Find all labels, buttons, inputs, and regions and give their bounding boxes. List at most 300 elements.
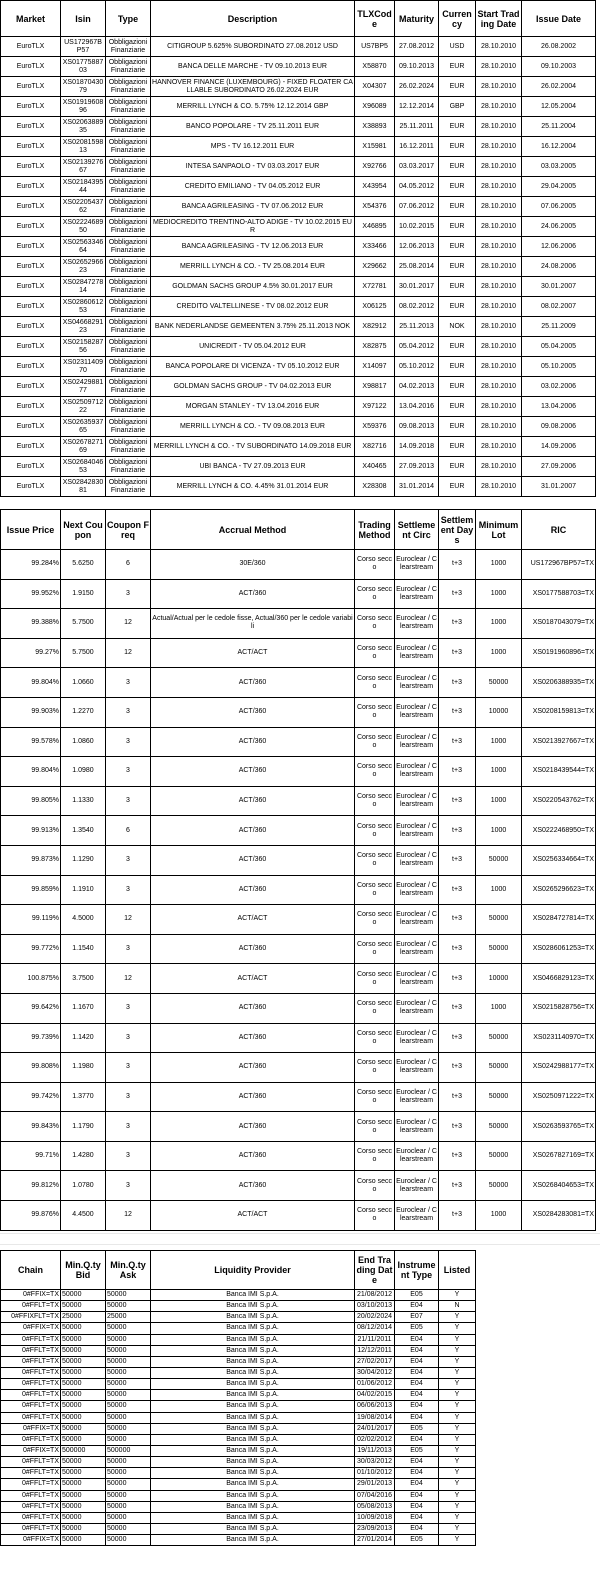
table-row: [1, 217, 596, 237]
table-row: [1, 816, 596, 846]
bond-terms-cell: 3: [106, 697, 151, 727]
liquidity-cell: 27/01/2014: [355, 1535, 395, 1546]
bond-terms-cell: 1.9150: [61, 579, 106, 609]
liquidity-cell: Y: [439, 1535, 476, 1546]
bond-listing-cell: EuroTLX: [1, 177, 61, 197]
bond-listing-cell: EuroTLX: [1, 417, 61, 437]
liquidity-cell: Y: [439, 1367, 476, 1378]
bond-listing-header-8: Issue Date: [522, 1, 596, 37]
bond-listing-cell: 28.10.2010: [476, 97, 522, 117]
bond-listing-cell: Obbligazioni Finanziarie: [106, 57, 151, 77]
liquidity-cell: Y: [439, 1512, 476, 1523]
bond-listing-cell: 03.03.2005: [522, 157, 596, 177]
bond-listing-cell: XS0187043079: [61, 77, 106, 97]
table-row: [1, 1053, 596, 1083]
bond-listing-cell: X96089: [355, 97, 395, 117]
bond-terms-cell: XS0466829123=TX: [522, 964, 596, 994]
liquidity-cell: 50000: [61, 1356, 106, 1367]
liquidity-cell: 04/02/2015: [355, 1390, 395, 1401]
bond-listing-cell: 28.10.2010: [476, 57, 522, 77]
bond-listing-cell: 30.01.2017: [395, 277, 439, 297]
bond-listing-cell: EuroTLX: [1, 77, 61, 97]
bond-terms-cell: XS0284283081=TX: [522, 1201, 596, 1231]
bond-terms-cell: 3: [106, 845, 151, 875]
bond-terms-cell: t+3: [439, 1171, 476, 1201]
liquidity-cell: E04: [395, 1479, 439, 1490]
bond-listing-cell: EUR: [439, 457, 476, 477]
bond-terms-cell: 99.742%: [1, 1082, 61, 1112]
bond-terms-cell: Euroclear / Clearstream: [395, 550, 439, 580]
bond-listing-cell: INTESA SANPAOLO - TV 03.03.2017 EUR: [151, 157, 355, 177]
bond-terms-cell: 3: [106, 1171, 151, 1201]
bond-listing-cell: CREDITO VALTELLINESE - TV 08.02.2012 EUR: [151, 297, 355, 317]
liquidity-cell: Banca IMI S.p.A.: [151, 1479, 355, 1490]
liquidity-cell: Banca IMI S.p.A.: [151, 1512, 355, 1523]
bond-listing-cell: EUR: [439, 397, 476, 417]
bond-listing-header-1: Isin: [61, 1, 106, 37]
bond-listing-cell: X33466: [355, 237, 395, 257]
bond-listing-cell: Obbligazioni Finanziarie: [106, 37, 151, 57]
bond-terms-cell: XS0218439544=TX: [522, 757, 596, 787]
bond-listing-cell: 09.08.2006: [522, 417, 596, 437]
bond-listing-cell: 28.10.2010: [476, 377, 522, 397]
bond-terms-body: [1, 550, 596, 1231]
bond-listing-cell: X14097: [355, 357, 395, 377]
bond-terms-cell: t+3: [439, 993, 476, 1023]
bond-listing-cell: 09.08.2013: [395, 417, 439, 437]
liquidity-cell: 50000: [61, 1401, 106, 1412]
bond-terms-cell: t+3: [439, 668, 476, 698]
table-row: [1, 357, 596, 377]
bond-terms-cell: Corso secco: [355, 1201, 395, 1231]
bond-listing-cell: Obbligazioni Finanziarie: [106, 357, 151, 377]
bond-terms-cell: Corso secco: [355, 816, 395, 846]
table-row: [1, 197, 596, 217]
liquidity-cell: E04: [395, 1523, 439, 1534]
bond-listing-cell: EUR: [439, 117, 476, 137]
liquidity-cell: 50000: [106, 1457, 151, 1468]
liquidity-cell: 06/06/2013: [355, 1401, 395, 1412]
table-row: [1, 993, 596, 1023]
liquidity-cell: 01/06/2012: [355, 1379, 395, 1390]
liquidity-header-5: Instrument Type: [395, 1251, 439, 1290]
bond-listing-cell: 28.10.2010: [476, 237, 522, 257]
bond-terms-cell: 99.805%: [1, 786, 61, 816]
bond-terms-cell: Euroclear / Clearstream: [395, 1201, 439, 1231]
liquidity-cell: Y: [439, 1445, 476, 1456]
bond-terms-cell: XS0187043079=TX: [522, 609, 596, 639]
bond-listing-header-2: Type: [106, 1, 151, 37]
liquidity-header-4: End Trading Date: [355, 1251, 395, 1290]
bond-listing-cell: XS0242988177: [61, 377, 106, 397]
liquidity-cell: 03/10/2013: [355, 1301, 395, 1312]
bond-listing-cell: X59376: [355, 417, 395, 437]
liquidity-header-0: Chain: [1, 1251, 61, 1290]
bond-terms-cell: ACT/360: [151, 757, 355, 787]
bond-listing-cell: EUR: [439, 417, 476, 437]
bond-listing-cell: XS0222468950: [61, 217, 106, 237]
liquidity-cell: Banca IMI S.p.A.: [151, 1379, 355, 1390]
bond-listing-cell: GBP: [439, 97, 476, 117]
bond-listing-cell: EuroTLX: [1, 377, 61, 397]
bond-terms-cell: t+3: [439, 934, 476, 964]
liquidity-cell: Banca IMI S.p.A.: [151, 1468, 355, 1479]
bond-listing-cell: Obbligazioni Finanziarie: [106, 297, 151, 317]
bond-listing-cell: Obbligazioni Finanziarie: [106, 257, 151, 277]
bond-terms-cell: 3: [106, 727, 151, 757]
bond-listing-cell: 04.02.2013: [395, 377, 439, 397]
bond-listing-cell: Obbligazioni Finanziarie: [106, 177, 151, 197]
bond-listing-cell: NOK: [439, 317, 476, 337]
bond-terms-cell: ACT/ACT: [151, 638, 355, 668]
bond-terms-header-8: RIC: [522, 510, 596, 550]
bond-listing-cell: MERRILL LYNCH & CO. - TV 25.08.2014 EUR: [151, 257, 355, 277]
table-row: [1, 934, 596, 964]
bond-terms-cell: 99.284%: [1, 550, 61, 580]
liquidity-cell: 50000: [61, 1512, 106, 1523]
bond-terms-cell: 50000: [476, 668, 522, 698]
bond-listing-cell: XS0263593765: [61, 417, 106, 437]
liquidity-cell: Banca IMI S.p.A.: [151, 1367, 355, 1378]
bond-terms-cell: Euroclear / Clearstream: [395, 638, 439, 668]
bond-listing-cell: 09.10.2013: [395, 57, 439, 77]
bond-terms-cell: 1.0660: [61, 668, 106, 698]
table-row: [1, 1457, 476, 1468]
bond-listing-cell: EUR: [439, 177, 476, 197]
bond-terms-header-0: Issue Price: [1, 510, 61, 550]
bond-listing-cell: X54376: [355, 197, 395, 217]
bond-terms-cell: 6: [106, 550, 151, 580]
liquidity-cell: E04: [395, 1412, 439, 1423]
liquidity-cell: Y: [439, 1490, 476, 1501]
liquidity-cell: 07/04/2016: [355, 1490, 395, 1501]
bond-listing-header-3: Description: [151, 1, 355, 37]
bond-listing-cell: GOLDMAN SACHS GROUP - TV 04.02.2013 EUR: [151, 377, 355, 397]
bond-listing-cell: 28.10.2010: [476, 137, 522, 157]
bond-terms-cell: 10000: [476, 697, 522, 727]
bond-listing-cell: EuroTLX: [1, 237, 61, 257]
bond-listing-cell: MERRILL LYNCH & CO. - TV 09.08.2013 EUR: [151, 417, 355, 437]
bond-listing-cell: EUR: [439, 137, 476, 157]
bond-terms-cell: ACT/360: [151, 1112, 355, 1142]
bond-listing-cell: X28308: [355, 477, 395, 497]
bond-terms-cell: ACT/ACT: [151, 1201, 355, 1231]
bond-listing-cell: EuroTLX: [1, 357, 61, 377]
bond-listing-cell: X92766: [355, 157, 395, 177]
bond-listing-cell: EUR: [439, 477, 476, 497]
table-row: [1, 757, 596, 787]
bond-listing-cell: XS0284727814: [61, 277, 106, 297]
liquidity-cell: Y: [439, 1356, 476, 1367]
liquidity-cell: 0#FFLT=TX: [1, 1479, 61, 1490]
liquidity-cell: Banca IMI S.p.A.: [151, 1535, 355, 1546]
liquidity-cell: 0#FFLT=TX: [1, 1501, 61, 1512]
bond-listing-cell: 24.06.2005: [522, 217, 596, 237]
bond-terms-cell: t+3: [439, 609, 476, 639]
bond-terms-cell: 1000: [476, 638, 522, 668]
bond-terms-cell: Euroclear / Clearstream: [395, 845, 439, 875]
bond-listing-cell: MORGAN STANLEY - TV 13.04.2016 EUR: [151, 397, 355, 417]
table-row: [1, 1512, 476, 1523]
bond-terms-cell: 99.804%: [1, 757, 61, 787]
table-row: [1, 786, 596, 816]
table-row: [1, 277, 596, 297]
bond-terms-cell: 99.873%: [1, 845, 61, 875]
bond-listing-cell: 28.10.2010: [476, 457, 522, 477]
bond-terms-cell: ACT/360: [151, 786, 355, 816]
bond-listing-cell: UNICREDIT - TV 05.04.2012 EUR: [151, 337, 355, 357]
table-row: [1, 457, 596, 477]
table-row: [1, 579, 596, 609]
bond-terms-cell: 1000: [476, 816, 522, 846]
liquidity-cell: Y: [439, 1434, 476, 1445]
bond-listing-cell: HANNOVER FINANCE (LUXEMBOURG) - FIXED FLOATER CALLABLE SUBORDINATO 26.02.2024 EUR: [151, 77, 355, 97]
bond-terms-cell: Euroclear / Clearstream: [395, 1053, 439, 1083]
bond-listing-cell: US7BP5: [355, 37, 395, 57]
bond-terms-cell: 10000: [476, 964, 522, 994]
liquidity-cell: Banca IMI S.p.A.: [151, 1401, 355, 1412]
table-row: [1, 1112, 596, 1142]
bond-terms-cell: Corso secco: [355, 727, 395, 757]
bond-listing-header-5: Maturity: [395, 1, 439, 37]
bond-listing-cell: Obbligazioni Finanziarie: [106, 117, 151, 137]
bond-terms-cell: 3: [106, 1141, 151, 1171]
table-row: [1, 177, 596, 197]
bond-listing-body: [1, 37, 596, 497]
bond-listing-cell: EUR: [439, 217, 476, 237]
bond-terms-cell: 12: [106, 964, 151, 994]
liquidity-cell: 30/04/2012: [355, 1367, 395, 1378]
bond-listing-cell: EuroTLX: [1, 337, 61, 357]
liquidity-cell: E04: [395, 1334, 439, 1345]
liquidity-cell: 0#FFLT=TX: [1, 1434, 61, 1445]
bond-terms-cell: 99.119%: [1, 905, 61, 935]
bond-terms-cell: 3: [106, 1053, 151, 1083]
bond-listing-cell: 28.10.2010: [476, 357, 522, 377]
bond-listing-cell: X04307: [355, 77, 395, 97]
liquidity-cell: 50000: [61, 1323, 106, 1334]
bond-listing-cell: BANCA AGRILEASING - TV 07.06.2012 EUR: [151, 197, 355, 217]
table-row: [1, 257, 596, 277]
bond-terms-cell: XS0220543762=TX: [522, 786, 596, 816]
bond-terms-header-3: Accrual Method: [151, 510, 355, 550]
table-row: [1, 1023, 596, 1053]
bond-terms-cell: t+3: [439, 1053, 476, 1083]
bond-listing-cell: EUR: [439, 377, 476, 397]
bond-listing-cell: Obbligazioni Finanziarie: [106, 437, 151, 457]
bond-listing-cell: EuroTLX: [1, 217, 61, 237]
bond-terms-cell: 1.3540: [61, 816, 106, 846]
bond-listing-cell: 16.12.2004: [522, 137, 596, 157]
bond-terms-cell: Corso secco: [355, 1053, 395, 1083]
bond-terms-cell: XS0208159813=TX: [522, 697, 596, 727]
bond-listing-cell: EuroTLX: [1, 477, 61, 497]
liquidity-cell: 50000: [61, 1457, 106, 1468]
table-row: [1, 1290, 476, 1301]
bond-listing-cell: EUR: [439, 437, 476, 457]
liquidity-cell: Banca IMI S.p.A.: [151, 1323, 355, 1334]
liquidity-cell: 10/09/2018: [355, 1512, 395, 1523]
liquidity-cell: 30/03/2012: [355, 1457, 395, 1468]
liquidity-cell: 0#FFLT=TX: [1, 1345, 61, 1356]
bond-listing-cell: X38893: [355, 117, 395, 137]
bond-terms-cell: 1000: [476, 609, 522, 639]
bond-listing-cell: X97122: [355, 397, 395, 417]
bond-listing-cell: 25.11.2004: [522, 117, 596, 137]
table-row: [1, 157, 596, 177]
bond-listing-cell: EUR: [439, 157, 476, 177]
table-row: [1, 609, 596, 639]
bond-terms-cell: Corso secco: [355, 875, 395, 905]
bond-listing-cell: Obbligazioni Finanziarie: [106, 457, 151, 477]
bond-terms-cell: 1.1540: [61, 934, 106, 964]
bond-listing-cell: 14.09.2018: [395, 437, 439, 457]
bond-listing-cell: XS0177588703: [61, 57, 106, 77]
table-row: [1, 638, 596, 668]
bond-terms-cell: t+3: [439, 786, 476, 816]
bond-terms-cell: 1.1910: [61, 875, 106, 905]
bond-listing-cell: EuroTLX: [1, 37, 61, 57]
bond-terms-cell: 3: [106, 579, 151, 609]
bond-terms-cell: ACT/360: [151, 1023, 355, 1053]
bond-terms-cell: XS0222468950=TX: [522, 816, 596, 846]
bond-listing-cell: 28.10.2010: [476, 397, 522, 417]
bond-terms-cell: Euroclear / Clearstream: [395, 1112, 439, 1142]
table-row: [1, 1379, 476, 1390]
liquidity-cell: Y: [439, 1323, 476, 1334]
liquidity-cell: 25000: [106, 1312, 151, 1323]
bond-listing-cell: 28.10.2010: [476, 37, 522, 57]
liquidity-cell: Banca IMI S.p.A.: [151, 1390, 355, 1401]
table-row: [1, 237, 596, 257]
liquidity-header-1: Min.Q.ty Bid: [61, 1251, 106, 1290]
table-row: [1, 377, 596, 397]
bond-listing-header-4: TLXCode: [355, 1, 395, 37]
bond-listing-table: [0, 0, 596, 497]
table-row: [1, 668, 596, 698]
bond-terms-cell: 100.875%: [1, 964, 61, 994]
liquidity-cell: 0#FFLT=TX: [1, 1301, 61, 1312]
liquidity-cell: 50000: [106, 1301, 151, 1312]
bond-terms-header-6: Settlement Days: [439, 510, 476, 550]
bond-terms-cell: Euroclear / Clearstream: [395, 1171, 439, 1201]
bond-terms-cell: XS0231140970=TX: [522, 1023, 596, 1053]
liquidity-cell: 50000: [106, 1501, 151, 1512]
table-row: [1, 1345, 476, 1356]
bond-terms-cell: 3: [106, 993, 151, 1023]
bond-listing-cell: Obbligazioni Finanziarie: [106, 417, 151, 437]
bond-listing-cell: Obbligazioni Finanziarie: [106, 337, 151, 357]
liquidity-cell: 50000: [61, 1423, 106, 1434]
bond-terms-cell: ACT/360: [151, 816, 355, 846]
bond-terms-cell: ACT/360: [151, 1141, 355, 1171]
liquidity-cell: 50000: [61, 1490, 106, 1501]
bond-terms-cell: XS0268404653=TX: [522, 1171, 596, 1201]
bond-terms-cell: 12: [106, 609, 151, 639]
table-row: [1, 1468, 476, 1479]
table-row: [1, 1356, 476, 1367]
bond-listing-cell: EuroTLX: [1, 197, 61, 217]
bond-terms-cell: 1.1420: [61, 1023, 106, 1053]
bond-listing-cell: XS0286061253: [61, 297, 106, 317]
liquidity-cell: 0#FFLT=TX: [1, 1468, 61, 1479]
bond-listing-cell: USD: [439, 37, 476, 57]
bond-listing-cell: 31.01.2007: [522, 477, 596, 497]
bond-terms-cell: 50000: [476, 1053, 522, 1083]
bond-terms-cell: Euroclear / Clearstream: [395, 1023, 439, 1053]
liquidity-cell: E05: [395, 1535, 439, 1546]
bond-listing-cell: X29662: [355, 257, 395, 277]
liquidity-cell: E05: [395, 1423, 439, 1434]
bond-terms-cell: Euroclear / Clearstream: [395, 727, 439, 757]
liquidity-cell: 0#FFLT=TX: [1, 1490, 61, 1501]
bond-listing-cell: EUR: [439, 277, 476, 297]
liquidity-cell: Y: [439, 1379, 476, 1390]
bond-terms-cell: Euroclear / Clearstream: [395, 993, 439, 1023]
sheet-gridlines: [0, 1233, 600, 1250]
liquidity-cell: 08/12/2014: [355, 1323, 395, 1334]
bond-terms-cell: 99.913%: [1, 816, 61, 846]
bond-terms-cell: 1000: [476, 727, 522, 757]
bond-listing-cell: EUR: [439, 297, 476, 317]
bond-terms-cell: 1.1790: [61, 1112, 106, 1142]
bond-listing-cell: Obbligazioni Finanziarie: [106, 477, 151, 497]
bond-terms-cell: ACT/360: [151, 1171, 355, 1201]
bond-listing-cell: 28.10.2010: [476, 417, 522, 437]
bond-terms-cell: t+3: [439, 964, 476, 994]
liquidity-cell: 50000: [106, 1390, 151, 1401]
liquidity-cell: Y: [439, 1290, 476, 1301]
bond-terms-cell: ACT/360: [151, 934, 355, 964]
bond-terms-cell: 99.772%: [1, 934, 61, 964]
liquidity-cell: 23/09/2013: [355, 1523, 395, 1534]
bond-listing-cell: EUR: [439, 257, 476, 277]
bond-listing-cell: 31.01.2014: [395, 477, 439, 497]
bond-terms-cell: 12: [106, 1201, 151, 1231]
bond-terms-cell: ACT/360: [151, 579, 355, 609]
liquidity-cell: 50000: [106, 1523, 151, 1534]
bond-terms-cell: 1000: [476, 786, 522, 816]
table-row: [1, 1312, 476, 1323]
bond-terms-cell: XS0286061253=TX: [522, 934, 596, 964]
bond-listing-cell: MERRILL LYNCH & CO. 4.45% 31.01.2014 EUR: [151, 477, 355, 497]
table-row: [1, 397, 596, 417]
bond-listing-cell: 27.09.2006: [522, 457, 596, 477]
table-row: [1, 905, 596, 935]
liquidity-cell: 0#FFIXFLT=TX: [1, 1312, 61, 1323]
bond-listing-cell: 05.10.2005: [522, 357, 596, 377]
bond-listing-cell: EUR: [439, 197, 476, 217]
bond-terms-cell: 1.4280: [61, 1141, 106, 1171]
bond-listing-cell: XS0256334664: [61, 237, 106, 257]
liquidity-cell: 0#FFIX=TX: [1, 1445, 61, 1456]
liquidity-cell: E05: [395, 1290, 439, 1301]
bond-terms-cell: 99.642%: [1, 993, 61, 1023]
bond-listing-cell: X72781: [355, 277, 395, 297]
liquidity-cell: E04: [395, 1356, 439, 1367]
table-row: [1, 1367, 476, 1378]
bond-listing-cell: XS0208159813: [61, 137, 106, 157]
liquidity-cell: Banca IMI S.p.A.: [151, 1490, 355, 1501]
bond-listing-cell: Obbligazioni Finanziarie: [106, 317, 151, 337]
table-row: [1, 477, 596, 497]
bond-listing-cell: XS0215828756: [61, 337, 106, 357]
bond-terms-cell: Euroclear / Clearstream: [395, 609, 439, 639]
bond-terms-cell: t+3: [439, 638, 476, 668]
bond-terms-cell: XS0263593765=TX: [522, 1112, 596, 1142]
liquidity-cell: 50000: [61, 1345, 106, 1356]
bond-terms-cell: 3: [106, 875, 151, 905]
